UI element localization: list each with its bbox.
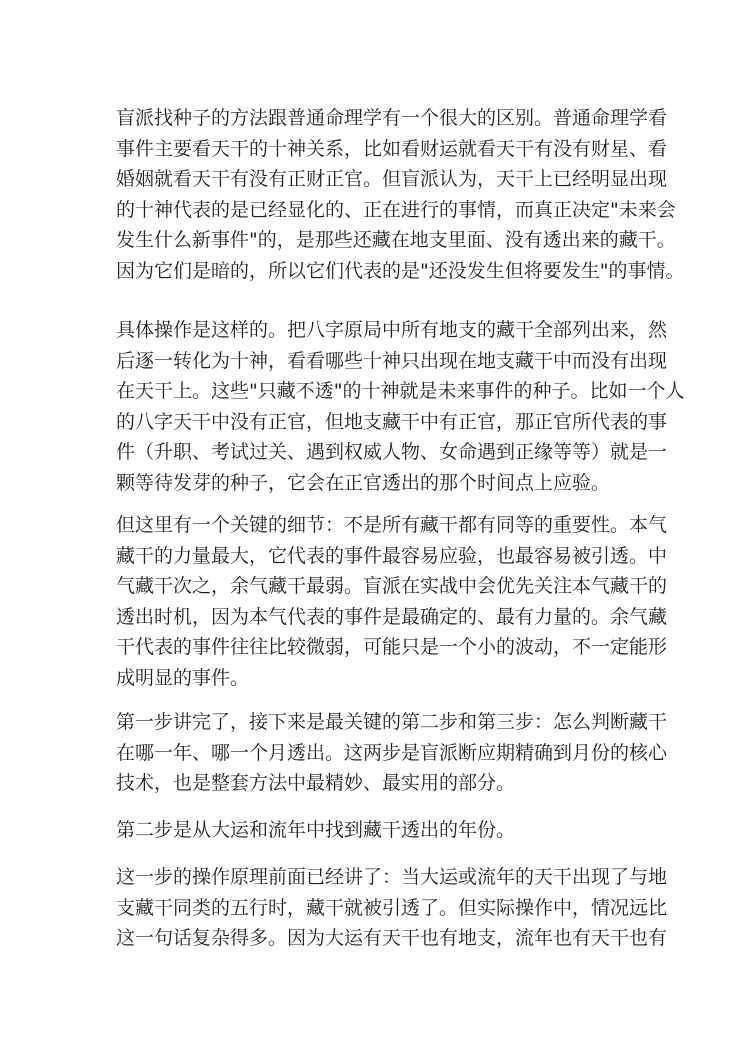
text-line: 技术，也是整套方法中最精妙、最实用的部分。 (116, 772, 516, 794)
text-line: 支藏干同类的五行时，藏干就被引透了。但实际操作中，情况远比 (116, 896, 668, 919)
text-line: 颗等待发芽的种子，它会在正官透出的那个时间点上应验。 (116, 471, 611, 494)
text-line: 件（升职、考试过关、遇到权威人物、女命遇到正缘等等）就是一 (116, 441, 668, 463)
text-line: 第一步讲完了，接下来是最关键的第二步和第三步：怎么判断藏干 (116, 711, 668, 733)
text-line: 在哪一年、哪一个月透出。这两步是盲派断应期精确到月份的核心 (116, 741, 668, 764)
text-line: 第二步是从大运和流年中找到藏干透出的年份。 (116, 819, 516, 841)
text-line: 成明显的事件。 (116, 666, 250, 689)
paragraph-key-detail (116, 510, 668, 693)
text-line: 藏干的力量最大，它代表的事件最容易应验，也最容易被引透。中 (116, 544, 668, 567)
text-line: 婚姻就看天干有没有正财正官。但盲派认为，天干上已经明显出现 (116, 168, 668, 190)
text-line: 因为它们是暗的，所以它们代表的是"还没发生但将要发生"的事情。 (116, 259, 685, 282)
text-line: 气藏干次之，余气藏干最弱。盲派在实战中会优先关注本气藏干的 (116, 575, 668, 597)
text-line: 发生什么新事件"的，是那些还藏在地支里面、没有透出来的藏干。 (116, 229, 676, 251)
paragraph-step-two (116, 815, 636, 846)
text-line: 后逐一转化为十神，看看哪些十神只出现在地支藏干中而没有出现 (116, 349, 668, 372)
paragraph-step-transition (116, 707, 668, 799)
paragraph-seeds-method (116, 103, 685, 286)
paragraph-operation (116, 315, 685, 498)
text-line: 盲派找种子的方法跟普通命理学有一个很大的区别。普通命理学看 (116, 107, 668, 129)
text-line: 在天干上。这些"只藏不透"的十神就是未来事件的种子。比如一个人 (116, 380, 685, 402)
text-line: 具体操作是这样的。把八字原局中所有地支的藏干全部列出来，然 (116, 319, 668, 341)
text-line: 的十神代表的是已经显化的、正在进行的事情，而真正决定"未来会 (116, 198, 676, 221)
text-line: 的八字天干中没有正官，但地支藏干中有正官，那正官所代表的事 (116, 410, 668, 433)
text-line: 这一步的操作原理前面已经讲了：当大运或流年的天干出现了与地 (116, 866, 668, 888)
paragraph-principle (116, 862, 668, 954)
text-line: 透出时机，因为本气代表的事件是最确定的、最有力量的。余气藏 (116, 605, 668, 628)
text-line: 事件主要看天干的十神关系，比如看财运就看天干有没有财星、看 (116, 137, 668, 160)
text-line: 干代表的事件往往比较微弱，可能只是一个小的波动，不一定能形 (116, 636, 668, 658)
text-line: 这一句话复杂得多。因为大运有天干也有地支，流年也有天干也有 (116, 927, 668, 949)
text-line: 但这里有一个关键的细节：不是所有藏干都有同等的重要性。本气 (116, 514, 668, 536)
